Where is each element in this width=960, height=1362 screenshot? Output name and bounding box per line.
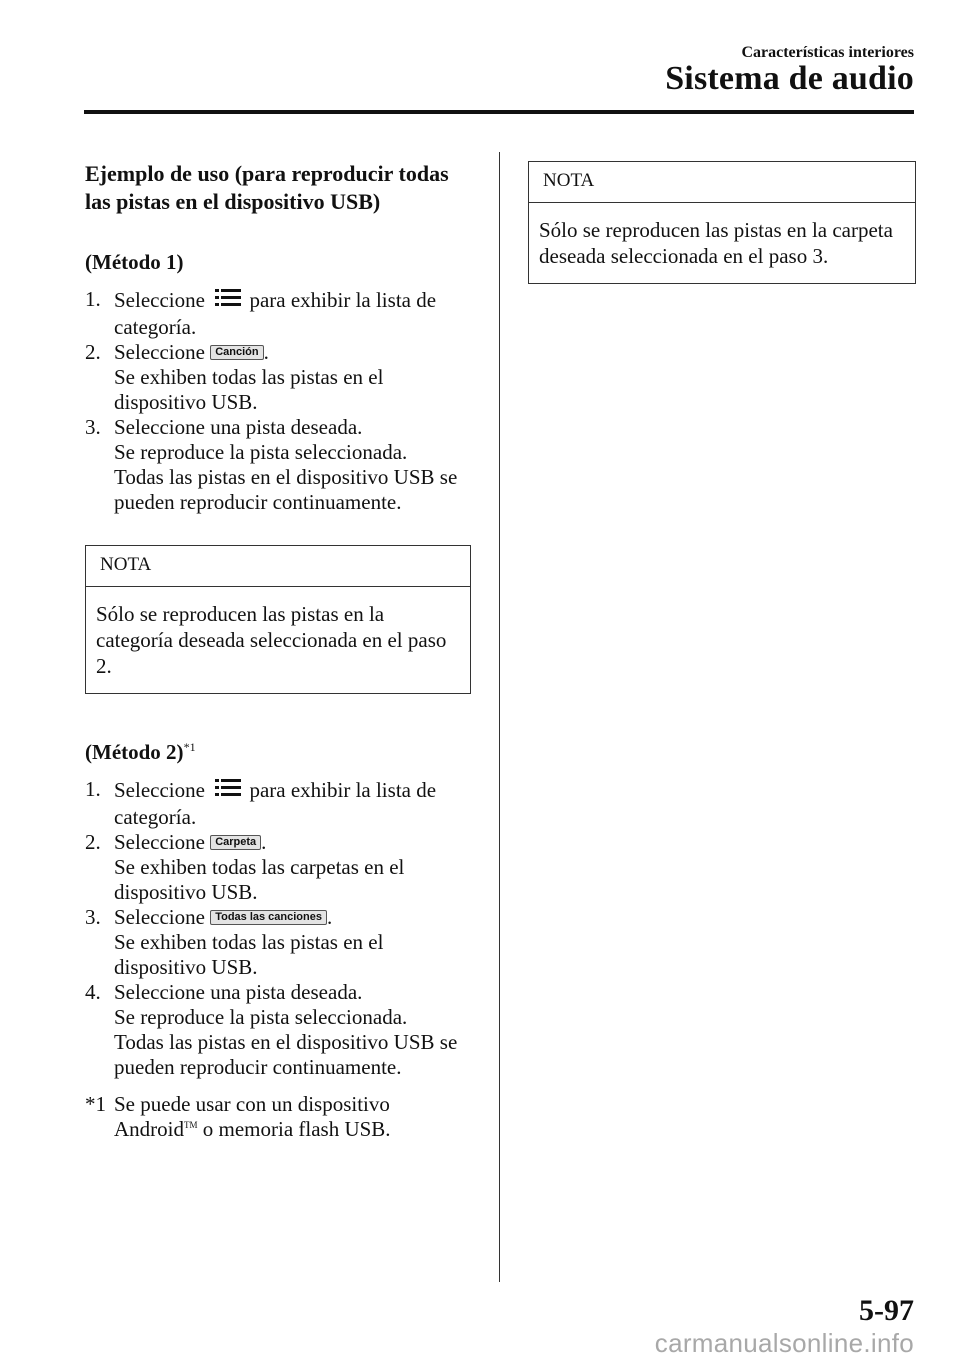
- step-detail: Se reproduce la pista seleccionada.: [114, 1005, 408, 1029]
- method2-step-3: [85, 905, 475, 980]
- step-detail: Se exhiben todas las carpetas en el dispositivo USB.: [114, 855, 405, 904]
- step-text: para exhibir la lista de categoría.: [114, 288, 437, 339]
- step-number: 1.: [85, 777, 101, 801]
- step-detail: Se exhiben todas las pistas en el dispositivo USB.: [114, 365, 384, 414]
- footnote-text: o memoria flash USB.: [202, 1117, 391, 1141]
- step-text: Seleccione una pista deseada.: [114, 980, 363, 1004]
- step-number: 3.: [85, 905, 101, 929]
- method2-step-4: [85, 980, 475, 1080]
- step-number: 2.: [85, 830, 101, 854]
- list-icon: [214, 777, 242, 805]
- method2-title: [85, 740, 475, 765]
- footnote-mark: *1: [85, 1092, 106, 1116]
- note-label: NOTA: [529, 162, 915, 203]
- method2-note-box: [528, 161, 916, 284]
- method2-footnote-ref: *1: [183, 740, 196, 754]
- note-text: Sólo se reproducen las pistas en la carpeta deseada seleccionada en el paso 3.: [539, 218, 893, 268]
- header-title: Sistema de audio: [665, 60, 914, 97]
- column-divider: [499, 152, 500, 1282]
- step-detail: Se reproduce la pista seleccionada.: [114, 440, 408, 464]
- method2-step-1: [85, 777, 475, 830]
- step-text: Seleccione: [114, 905, 205, 929]
- trademark-mark: TM: [184, 1120, 198, 1130]
- step-text: Seleccione: [114, 340, 205, 364]
- step-detail: Todas las pistas en el dispositivo USB se pueden reproducir continuamente.: [114, 1030, 458, 1079]
- header-rule: [84, 110, 914, 114]
- footnote-text: Se puede usar con un dispositivo: [114, 1092, 390, 1116]
- method1-step-2: [85, 340, 475, 415]
- step-detail: Se exhiben todas las pistas en el dispositivo USB.: [114, 930, 384, 979]
- section-heading: Ejemplo de uso (para reproducir todas las pistas en el dispositivo USB): [85, 161, 449, 214]
- step-text: Seleccione una pista deseada.: [114, 415, 363, 439]
- list-icon: [214, 287, 242, 315]
- watermark: carmanualsonline.info: [654, 1328, 914, 1358]
- method2-step-2: [85, 830, 475, 905]
- left-column: [85, 160, 475, 1142]
- method2-title-text: (Método 2): [85, 740, 184, 764]
- note-label: NOTA: [86, 546, 470, 587]
- step-number: 3.: [85, 415, 101, 439]
- method1-step-1: [85, 287, 475, 340]
- step-number: 1.: [85, 287, 101, 311]
- method1-note-box: [85, 545, 471, 694]
- step-text: .: [261, 830, 267, 854]
- method2-steps: [85, 777, 475, 1080]
- method1-title: (Método 1): [85, 250, 184, 274]
- note-text: Sólo se reproducen las pistas en la categoría deseada seleccionada en el paso 2.: [96, 602, 447, 678]
- step-detail: Todas las pistas en el dispositivo USB se pueden reproducir continuamente.: [114, 465, 458, 514]
- step-number: 2.: [85, 340, 101, 364]
- step-text: .: [263, 340, 269, 364]
- todas-las-canciones-button: Todas las canciones: [210, 910, 327, 925]
- step-text: para exhibir la lista de categoría.: [114, 778, 437, 829]
- step-number: 4.: [85, 980, 101, 1004]
- cancion-button: Canción: [210, 345, 263, 360]
- method1-steps: [85, 287, 475, 515]
- carpeta-button: Carpeta: [210, 835, 261, 850]
- step-text: .: [327, 905, 333, 929]
- step-text: Seleccione: [114, 288, 205, 312]
- footnote-text: Android: [114, 1117, 184, 1141]
- method1-step-3: [85, 415, 475, 515]
- step-text: Seleccione: [114, 778, 205, 802]
- page-number: 5-97: [859, 1294, 914, 1327]
- header-section-label: Características interiores: [741, 44, 914, 61]
- step-text: Seleccione: [114, 830, 205, 854]
- footnote: [85, 1092, 475, 1142]
